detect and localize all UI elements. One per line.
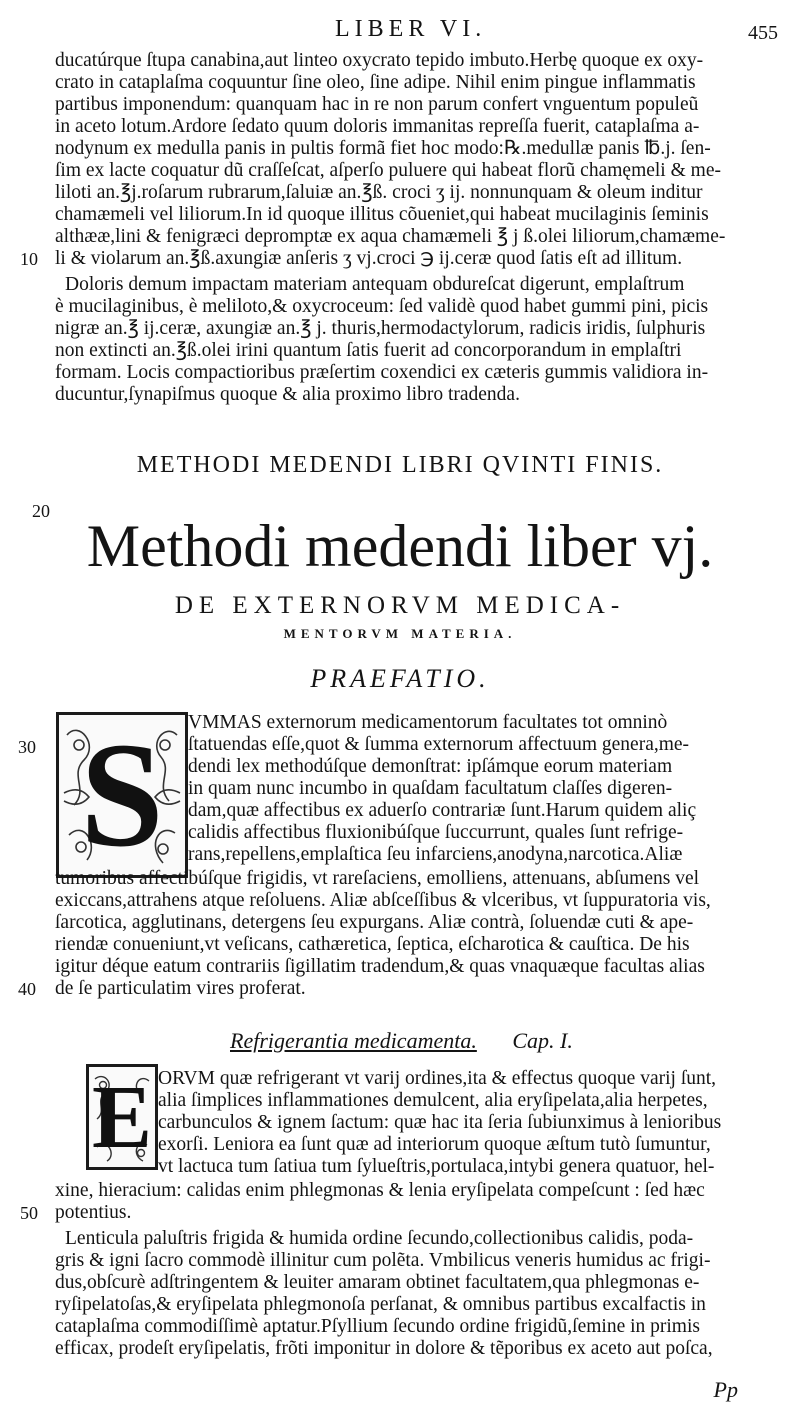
text-line: in quam nunc incumbo in quaſdam facultatum claſſes digeren- <box>188 778 673 799</box>
text-line: nigræ an.℥ ij.ceræ, axungiæ an.℥ j. thuris,hermodactylorum, radicis iridis, ſulphuris <box>55 318 706 339</box>
text-line: Doloris demum impactam materiam antequam obdureſcat digerunt, emplaſtrum <box>65 274 685 295</box>
praefatio-full <box>55 868 767 1000</box>
text-line: tumoribus affectibúſque frigidis, vt rareſaciens, emolliens, attenuans, abſumens vel <box>55 868 700 889</box>
running-head <box>0 14 800 44</box>
second-paragraph <box>55 274 767 406</box>
text-line: efficax, prodeſt eryſipelatis, frõti imponitur in dolore & tẽporibus ex aceto aut poſca, <box>55 1338 713 1359</box>
text-line: partibus imponendum: quanquam hac in re non parum confert vnguentum populeũ <box>55 94 699 115</box>
text-line: in aceto lotum.Ardore ſedato quum doloris immanitas repreſſa fuerit, cataplaſma a- <box>55 116 700 137</box>
text-line: formam. Locis compactioribus præſertim coxendici ex cæteris gummis validiora in- <box>55 362 709 383</box>
top-paragraph <box>55 50 767 270</box>
ornamental-initial-e <box>86 1064 158 1170</box>
text-line: dus,obſcurè adſtringentem & leuiter amaram obtinet facultatem,qua phlegmonas e- <box>55 1272 700 1293</box>
text-line: exorſi. Leniora ea ſunt quæ ad interiorum quoque æſtum tutò ſumuntur, <box>158 1134 711 1155</box>
text-line: liloti an.℥j.roſarum rubrarum,ſaluiæ an.℥ß. croci ʒ ij. nonnunquam & oleum inditur <box>55 182 703 203</box>
text-line: althææ,lini & fenigræci depromptæ ex aqua chamæmeli ℥ j ß.olei liliorum,chamæme- <box>55 226 726 247</box>
text-line: rans,repellens,emplaſtica ſeu infarciens,anodyna,narcotica.Aliæ <box>188 844 683 865</box>
running-title: LIBER VI. <box>335 16 487 42</box>
text-line: li & violarum an.℥ß.axungiæ anſeris ʒ vj.croci ℈ ij.ceræ quod ſatis eſt ad illitum. <box>55 248 683 269</box>
text-line: Lenticula paluſtris frigida & humida ordine ſecundo,collectionibus calidis, poda- <box>65 1228 694 1249</box>
text-line: cataplaſma commodiſſimè aptatur.Pſyllium ſecundo ordine frigidũ,ſemine in primis <box>55 1316 700 1337</box>
text-line: igitur déque eatum contrariis ſigillatim tradendum,& quas vnaquæque facultas alias <box>55 956 705 977</box>
text-line: è mucilaginibus, è meliloto,& oxycroceum: ſed validè quod habet gummi pini, picis <box>55 296 709 317</box>
chapter-number: Cap. I. <box>512 1028 573 1053</box>
praefatio-heading: PRAEFATIO. <box>310 664 490 693</box>
text-line: riendæ conueniunt,vt veſicans, cathæretica, ſeptica, eſcharotica & cauſtica. De his <box>55 934 690 955</box>
initial-letter: E <box>91 1067 153 1167</box>
text-line: ducuntur,ſynapiſmus quoque & alia proximo libro tradenda. <box>55 384 520 405</box>
chapter-full <box>55 1180 767 1224</box>
line-number: 10 <box>20 249 38 269</box>
last-paragraph <box>55 1228 767 1360</box>
text-line: exiccans,attrahens atque reſoluens. Aliæ abſceſſibus & vlceribus, vt ſuppuratoria vis, <box>55 890 711 911</box>
line-number: 30 <box>18 737 36 757</box>
text-line: non extincti an.℥ß.olei irini quantum ſatis fuerit ad concorporandum in emplaſtri <box>55 340 682 361</box>
text-line: nodynum ex medulla panis in pultis formã fiet hoc modo:℞.medullæ panis ℔.j. ſen- <box>55 138 711 159</box>
chapter-wrapped <box>158 1068 768 1178</box>
text-line: ſtatuendas eſſe,quot & ſumma externorum affectuum genera,me- <box>188 734 690 755</box>
text-line: vt lactuca tum ſatiua tum ſylueſtris,portulaca,intybi genera quatuor, hel- <box>158 1156 715 1177</box>
text-line: carbunculos & ignem ſactum: quæ hac ita ſeria ſubiunximus à lenioribus <box>158 1112 722 1133</box>
line-number: 40 <box>18 979 36 999</box>
initial-letter: S <box>80 712 164 878</box>
text-line: chamæmeli vel liliorum.In id quoque illitus cõueniet,qui habeat mucilaginis ſeminis <box>55 204 709 225</box>
text-line: ORVM quæ refrigerant vt varij ordines,ita & effectus quoque varij ſunt, <box>158 1068 717 1089</box>
signature-mark: Pp <box>713 1377 738 1402</box>
text-line: potentius. <box>55 1202 132 1223</box>
text-line: ſim ex lacte coquatur dũ craſſeſcat, aſperſo puluere qui habeat florũ chamęmeli & me- <box>55 160 721 181</box>
text-line: VMMAS externorum medicamentorum facultates tot omninò <box>188 712 668 733</box>
text-line: gris & igni ſacro commodè illinitur cum polẽta. Vmbilicus veneris humidus ac frigi- <box>55 1250 711 1271</box>
text-line: dendi lex methodúſque demonſtrat: ipſámque eorum materiam <box>188 756 673 777</box>
line-number: 50 <box>20 1203 38 1223</box>
page-number: 455 <box>748 22 778 44</box>
praefatio-wrapped <box>188 712 768 866</box>
ornamental-initial-s <box>56 712 188 878</box>
text-line: ryſipelatoſas,& eryſipelata phlegmonoſa perſanat, & omnibus partibus excalfactis in <box>55 1294 706 1315</box>
chapter-heading <box>230 1028 573 1054</box>
text-line: alia ſimplices inflammationes demulcent, alia eryſipelata,alia herpetes, <box>158 1090 708 1111</box>
book-title: Methodi medendi liber vj. <box>86 513 714 579</box>
text-line: de ſe particulatim vires proferat. <box>55 978 306 999</box>
line-number: 20 <box>32 501 50 521</box>
text-line: calidis affectibus fluxionibúſque ſuccurrunt, quales ſunt refrige- <box>188 822 684 843</box>
book-end-line: METHODI MEDENDI LIBRI QVINTI FINIS. <box>136 452 664 478</box>
chapter-title: Refrigerantia medicamenta. <box>230 1028 477 1053</box>
text-line: ducatúrque ſtupa canabina,aut linteo oxycrato tepido imbuto.Herbę quoque ex oxy- <box>55 50 704 71</box>
subtitle-line-2: MENTORVM MATERIA. <box>283 626 517 641</box>
text-line: xine, hieracium: calidas enim phlegmonas & lenia eryſipelata compeſcunt : ſed hæc <box>55 1180 705 1201</box>
text-line: crato in cataplaſma coquuntur ſine oleo, ſine adipe. Nihil enim pingue inflammatis <box>55 72 696 93</box>
subtitle-line-1: DE EXTERNORVM MEDICA- <box>174 592 626 619</box>
text-line: dam,quæ affectibus ex aduerſo contrariæ ſunt.Harum quidem aliç <box>188 800 697 821</box>
text-line: ſarcotica, agglutinans, detergens ſeu expurgans. Aliæ contrà, ſoluendæ cuti & ape- <box>55 912 694 933</box>
